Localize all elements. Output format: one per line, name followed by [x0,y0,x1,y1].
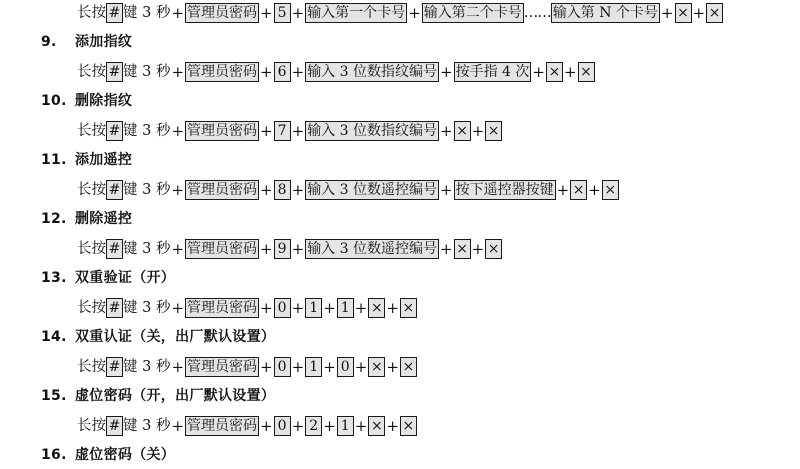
key-box: 0 [274,357,291,377]
confirm-key: × [675,3,692,23]
plus-sign: + [260,416,273,435]
section-title: 添加指纹 [75,34,133,50]
step-text: 键 3 秒 [123,417,171,434]
key-box: # [106,121,123,141]
section-number: 12. [41,211,67,227]
key-box: 输入 3 位数遥控编号 [307,181,437,198]
plus-sign: + [440,121,453,140]
plus-sign: + [260,357,273,376]
section-heading [0,382,800,410]
key-box: # [106,3,123,23]
key-sequence [0,56,800,87]
plus-sign: + [260,180,273,199]
plus-sign: + [291,121,305,140]
step-text: 键 3 秒 [123,63,171,80]
key-box: 管理员密码 [187,358,258,375]
plus-sign: + [260,3,273,22]
confirm-key: × [400,298,417,318]
plus-sign: + [386,416,399,435]
key-box: 按手指 4 次 [455,63,530,80]
plus-sign: + [386,298,399,317]
plus-sign: + [260,298,273,317]
key-box: 1 [305,298,322,318]
section-number: 16. [41,447,67,463]
plus-sign: + [323,298,336,317]
confirm-key: × [485,239,502,259]
plus-sign: + [171,62,185,81]
key-box: 1 [337,416,354,436]
plus-sign: + [260,121,273,140]
plus-sign: + [660,3,674,22]
plus-sign: + [440,239,453,258]
plus-sign: + [354,416,368,435]
section-title: 虚位密码（关） [75,447,176,463]
section-title: 删除指纹 [75,93,133,109]
key-box: 输入 3 位数遥控编号 [307,240,437,257]
plus-sign: + [440,180,453,199]
confirm-key: × [400,416,417,436]
key-box: 2 [305,416,322,436]
key-box: 0 [274,416,291,436]
confirm-key: × [570,180,587,200]
section-title: 删除遥控 [75,211,133,227]
confirm-key: × [706,3,723,23]
key-box: 1 [305,357,322,377]
plus-sign: + [171,239,185,258]
key-sequence [0,410,800,441]
plus-sign: + [260,239,273,258]
plus-sign: + [291,62,305,81]
key-box: 管理员密码 [187,240,258,257]
section-heading [0,205,800,233]
plus-sign: + [692,3,706,22]
section-number: 14. [41,329,67,345]
key-box: 1 [337,298,354,318]
plus-sign: + [408,3,421,22]
plus-sign: + [171,180,185,199]
key-box: 0 [274,298,291,318]
confirm-key: × [400,357,417,377]
step-text: 长按 [77,122,106,139]
section-heading [0,264,800,292]
confirm-key: × [454,239,471,259]
plus-sign: + [440,62,453,81]
key-box: 0 [337,357,354,377]
key-box: # [106,180,123,200]
confirm-key: × [485,121,502,141]
plus-sign: + [471,239,485,258]
step-text: 键 3 秒 [123,358,171,375]
step-text: 长按 [77,63,106,80]
key-box: 5 [274,3,291,23]
instruction-section [0,382,800,441]
plus-sign: + [563,62,577,81]
key-box: 7 [274,121,291,141]
plus-sign: + [354,357,368,376]
confirm-key: × [368,416,385,436]
section-title: 双重认证（关，出厂默认设置） [75,329,276,345]
step-text: 键 3 秒 [123,240,171,257]
plus-sign: + [471,121,485,140]
key-box: 8 [274,180,291,200]
plus-sign: + [532,62,545,81]
section-heading [0,87,800,115]
section-number: 15. [41,388,67,404]
ellipsis: …… [523,4,551,21]
key-sequence [0,233,800,264]
key-box: 管理员密码 [187,417,258,434]
section-heading [0,441,800,469]
section-number: 9. [41,34,57,50]
section-number: 10. [41,93,67,109]
section-title: 添加遥控 [75,152,133,168]
plus-sign: + [354,298,368,317]
plus-sign: + [323,416,336,435]
step-text: 键 3 秒 [123,181,171,198]
plus-sign: + [171,298,185,317]
plus-sign: + [588,180,601,199]
section-title: 双重验证（开） [75,270,176,286]
key-sequence [0,0,800,28]
instruction-section [0,323,800,382]
section-number: 13. [41,270,67,286]
plus-sign: + [171,416,185,435]
plus-sign: + [291,357,305,376]
key-box: 6 [274,62,291,82]
plus-sign: + [386,357,399,376]
key-sequence [0,174,800,205]
key-box: 9 [274,239,291,259]
plus-sign: + [291,3,305,22]
key-box: 管理员密码 [187,299,258,316]
step-text: 长按 [77,240,106,257]
plus-sign: + [171,3,185,22]
step-text: 长按 [77,358,106,375]
key-box: 按下遥控器按键 [455,181,554,198]
confirm-key: × [368,357,385,377]
instruction-section [0,87,800,146]
step-text: 键 3 秒 [123,299,171,316]
key-box: 输入 3 位数指纹编号 [307,63,437,80]
key-box: 管理员密码 [187,4,258,21]
key-box: 输入 3 位数指纹编号 [307,122,437,139]
section-number: 11. [41,152,67,168]
section-heading [0,28,800,56]
confirm-key: × [546,62,563,82]
key-box: 管理员密码 [187,63,258,80]
section-heading [0,146,800,174]
step-text: 键 3 秒 [123,122,171,139]
plus-sign: + [171,357,185,376]
plus-sign: + [291,416,305,435]
key-box: 输入第二个卡号 [423,4,522,21]
key-box: # [106,62,123,82]
key-box: 管理员密码 [187,122,258,139]
confirm-key: × [368,298,385,318]
section-title: 虚位密码（开，出厂默认设置） [75,388,276,404]
plus-sign: + [291,298,305,317]
plus-sign: + [291,239,305,258]
confirm-key: × [578,62,595,82]
instruction-section [0,28,800,87]
confirm-key: × [454,121,471,141]
key-box: 输入第一个卡号 [307,4,406,21]
instruction-section [0,0,800,28]
confirm-key: × [602,180,619,200]
key-box: # [106,357,123,377]
plus-sign: + [291,180,305,199]
plus-sign: + [556,180,570,199]
key-box: 管理员密码 [187,181,258,198]
step-text: 长按 [77,4,106,21]
key-box: 输入第 N 个卡号 [552,4,658,21]
step-text: 长按 [77,181,106,198]
section-heading [0,323,800,351]
key-sequence [0,292,800,323]
step-text: 长按 [77,417,106,434]
plus-sign: + [171,121,185,140]
instruction-section [0,146,800,205]
instruction-section [0,205,800,264]
plus-sign: + [260,62,273,81]
step-text: 键 3 秒 [123,4,171,21]
key-box: # [106,239,123,259]
instruction-section [0,264,800,323]
key-sequence [0,351,800,382]
key-box: # [106,298,123,318]
key-sequence [0,115,800,146]
plus-sign: + [323,357,336,376]
key-box: # [106,416,123,436]
instruction-section [0,441,800,469]
step-text: 长按 [77,299,106,316]
